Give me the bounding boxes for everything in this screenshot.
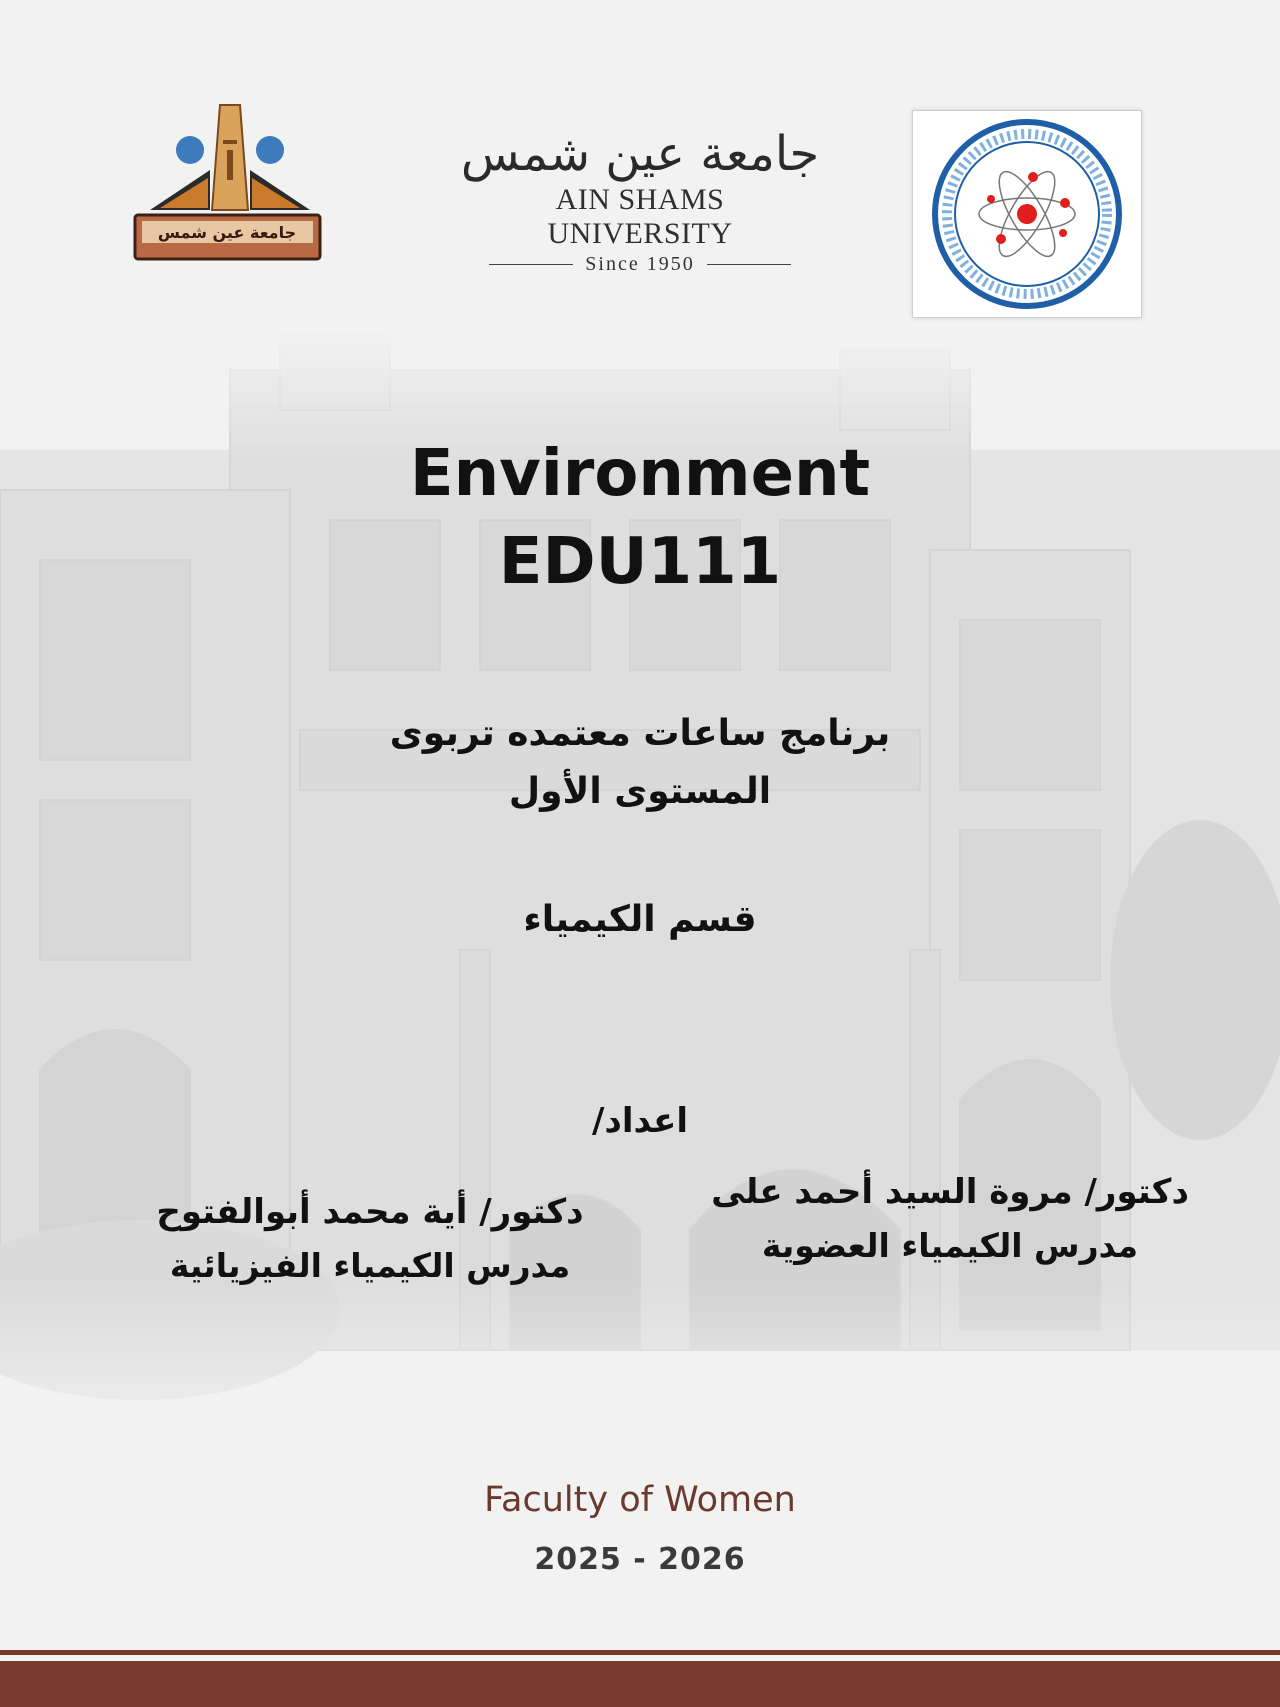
divider-line [707,264,791,265]
author-1-name: دكتور/ مروة السيد أحمد على [711,1172,1189,1212]
program-block [240,705,1040,821]
faculty-name: Faculty of Women [484,1480,796,1520]
emblem-caption: جامعة عين شمس [157,223,297,242]
chemistry-department-logo-icon [913,111,1141,317]
program-name: برنامج ساعات معتمده تربوى [389,713,891,754]
footer-divider [0,1650,1280,1655]
divider-line [489,264,573,265]
author-2-role: مدرس الكيمياء الفيزيائية [169,1246,571,1285]
university-since: Since 1950 [585,253,695,275]
course-title: Environment [409,437,871,511]
author-2-name: دكتور/ أية محمد أبوالفتوح [156,1192,584,1232]
academic-years: 2025 - 2026 [534,1542,746,1577]
header [0,0,1280,330]
department-name: قسم الكيمياء [523,899,757,940]
prepared-by-label: اعداد/ [591,1101,689,1141]
university-name-block [460,125,820,275]
course-code: EDU111 [498,525,782,599]
program-level: المستوى الأول [508,771,772,812]
author-2 [110,1185,630,1293]
university-since-row [460,253,820,276]
author-1-role: مدرس الكيمياء العضوية [761,1226,1139,1265]
course-title-block [240,430,1040,606]
footer-bar [0,1661,1280,1707]
university-name-english: AIN SHAMS UNIVERSITY [547,183,733,250]
chemistry-department-logo [912,110,1142,318]
university-name-arabic: جامعة عين شمس [460,126,820,182]
author-1 [690,1165,1210,1273]
ain-shams-emblem-icon [130,100,325,265]
